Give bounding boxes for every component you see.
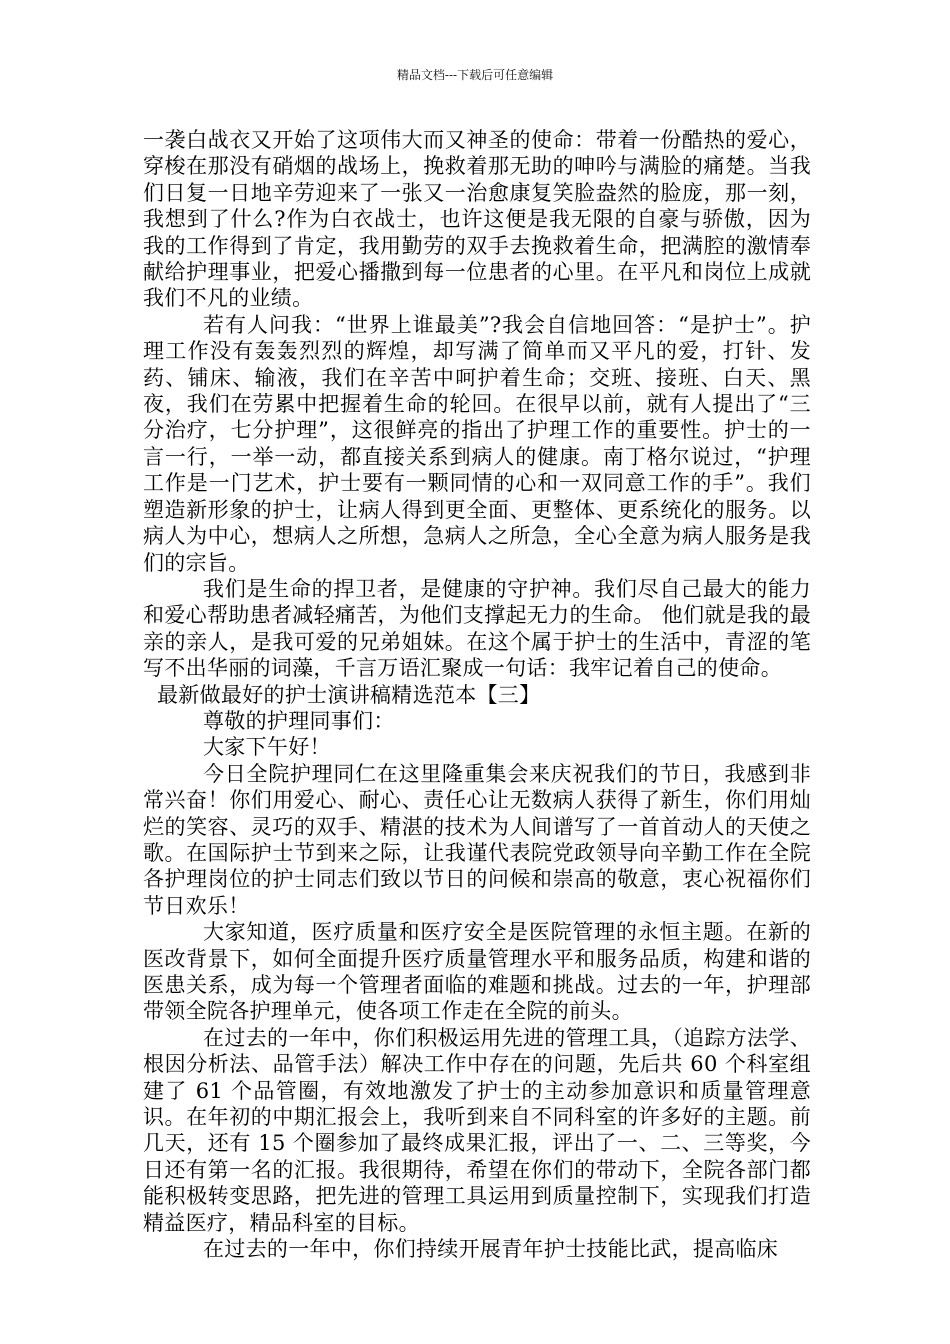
paragraph-7: 在过去的一年中，你们持续开展青年护士技能比武，提高临床 (203, 1237, 779, 1262)
salutation: 尊敬的护理同事们： (203, 708, 395, 733)
section-heading: 最新做最好的护士演讲稿精选范本【三】 (157, 682, 541, 707)
document-body (143, 127, 811, 1262)
paragraph-4: 今日全院护理同仁在这里隆重集会来庆祝我们的节日，我感到非常兴奋！你们用爱心、耐心、责任心让无数病人获得了新生，你们用灿烂的笑容、灵巧的双手、精湛的技术为人间谱写了一首首动人的天使之歌。在国际护士节到来之际，让我谨代表院党政领导向辛勤工作在全院各护理岗位的护士同志们致以节日的问候和崇高的敬意，衷心祝福你们节日欢乐！ (143, 761, 811, 918)
paragraph-1: 一袭白战衣又开始了这项伟大而又神圣的使命：带着一份酷热的爱心，穿梭在那没有硝烟的战场上，挽救着那无助的呻吟与满脸的痛楚。当我们日复一日地辛劳迎来了一张又一治愈康复笑脸盎然的脸庞，那一刻，我想到了什么?作为白衣战士，也许这便是我无限的自豪与骄傲，因为我的工作得到了肯定，我用勤劳的双手去挽救着生命，把满腔的激情奉献给护理事业，把爱心播撒到每一位患者的心里。在平凡和岗位上成就我们不凡的业绩。 (143, 128, 811, 311)
paragraph-3: 我们是生命的捍卫者，是健康的守护神。我们尽自己最大的能力和爱心帮助患者减轻痛苦，为他们支撑起无力的生命。 他们就是我的最亲的亲人，是我可爱的兄弟姐妹。在这个属于护士的生活中，青涩的笔写不出华丽的词藻，千言万语汇聚成一句话：我牢记着自己的使命。 (143, 576, 811, 681)
paragraph-2: 若有人问我：“世界上谁最美”?我会自信地回答：“是护士”。护理工作没有轰轰烈烈的辉煌，却写满了简单而又平凡的爱，打针、发药、铺床、输液，我们在辛苦中呵护着生命；交班、接班、白天、黑夜，我们在劳累中把握着生命的轮回。在很早以前，就有人提出了“三分治疗，七分护理”，这很鲜亮的指出了护理工作的重要性。护士的一言一行，一举一动，都直接关系到病人的健康。南丁格尔说过，“护理工作是一门艺术，护士要有一颗同情的心和一双同意工作的手”。我们塑造新形象的护士，让病人得到更全面、更整体、更系统化的服务。以病人为中心，想病人之所想，急病人之所急，全心全意为病人服务是我们的宗旨。 (143, 312, 811, 575)
greeting: 大家下午好！ (203, 735, 331, 760)
page-header: 精品文档---下载后可任意编辑 (396, 68, 554, 82)
paragraph-6: 在过去的一年中，你们积极运用先进的管理工具，（追踪方法学、根因分析法、品管手法）解决工作中存在的问题，先后共 60 个科室组建了 61 个品管圈，有效地激发了护士的主动参加意识和质量管理意识。在年初的中期汇报会上，我听到来自不同科室的许多好的主题。前几天，还有 15 个圈参加了最终成果汇报，评出了一、二、三等奖，今日还有第一名的汇报。我很期待，希望在你们的带动下，全院各部门都能积极转变思路，把先进的管理工具运用到质量控制下，实现我们打造精益医疗，精品科室的目标。 (143, 1025, 811, 1235)
paragraph-5: 大家知道，医疗质量和医疗安全是医院管理的永恒主题。在新的医改背景下，如何全面提升医疗质量管理水平和服务品质，构建和谐的医患关系，成为每一个管理者面临的难题和挑战。过去的一年，护理部带领全院各护理单元，使各项工作走在全院的前头。 (143, 920, 811, 1024)
